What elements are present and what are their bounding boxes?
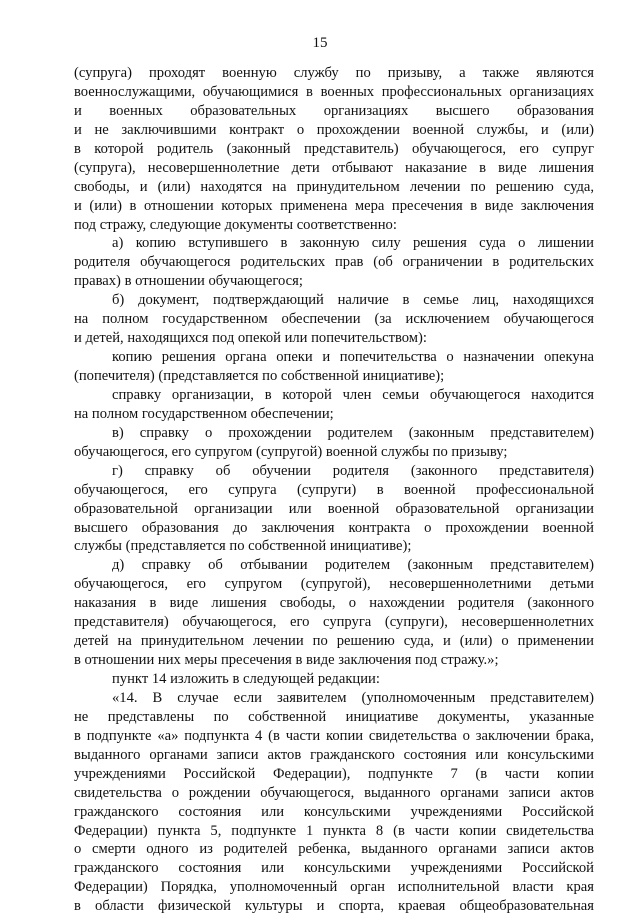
text-line: свидетельства о рождении обучающегося, выданного органами записи актов [74, 784, 594, 801]
text-line: правах) в отношении обучающегося; [74, 273, 303, 290]
text-line: на полном государственном обеспечении (за исключением обучающегося [74, 311, 594, 328]
text-line: (попечителя) (представляется по собственной инициативе); [74, 368, 445, 384]
text-line: гражданского состояния или консульскими учреждениями Российской [74, 803, 594, 820]
text-line: г) справку об обучении родителя (законного представителя) [112, 462, 594, 479]
text-line: (супруга), несовершеннолетние дети отбывают наказание в виде лишения [74, 159, 594, 176]
text-line: а) копию вступившего в законную силу решения суда о лишении [112, 235, 594, 252]
text-line: и не заключившими контракт о прохождении военной службы, и (или) [74, 121, 594, 138]
text-line: учреждениями Российской Федерации), подпункте 7 (в части копии [74, 765, 594, 782]
text-line: военнослужащими, обучающимися в военных профессиональных организациях [74, 83, 594, 100]
text-line: в которой родитель (законный представитель) обучающегося, его супруг [74, 140, 594, 157]
text-line: под стражу, следующие документы соответственно: [74, 216, 397, 233]
text-line: Федерации) Порядка, уполномоченный орган исполнительной власти края [74, 879, 594, 896]
page-number: 15 [312, 35, 328, 51]
text-line: обучающегося, его супругом (супругой), несовершеннолетними детьми [74, 576, 594, 593]
text-line: свободы, и (или) находятся на принудительном лечении по решению суда, [74, 178, 594, 195]
text-line: в) справку о прохождении родителем (законным представителем) [112, 424, 594, 441]
text-line: справку организации, в которой член семьи обучающегося находится [112, 386, 594, 403]
text-line: «14. В случае если заявителем (уполномоченным представителем) [112, 689, 594, 706]
text-line: наказания в виде лишения свободы, о нахождении родителя (законного [74, 595, 594, 612]
text-line: о смерти одного из родителей ребенка, выданного органами записи актов [74, 841, 594, 858]
text-line: копию решения органа опеки и попечительства о назначении опекуна [112, 349, 594, 366]
text-line: детей на принудительном лечении по решению суда, и (или) о применении [74, 633, 594, 650]
text-line: в области физической культуры и спорта, краевая общеобразовательная [74, 898, 594, 915]
text-line: на полном государственном обеспечении; [74, 405, 334, 422]
text-line: и военных образовательных организациях высшего образования [74, 102, 594, 119]
text-line: службы (представляется по собственной инициативе); [74, 538, 412, 555]
text-line: в отношении них меры пресечения в виде заключения под стражу.»; [74, 652, 499, 669]
text-line: и детей, находящихся под опекой или попечительством): [74, 330, 427, 347]
text-line: не представлены по собственной инициативе документы, указанные [74, 708, 594, 725]
text-line: д) справку об отбывании родителем (законным представителем) [112, 557, 594, 574]
document-body-text [74, 64, 594, 916]
text-line: пункт 14 изложить в следующей редакции: [112, 671, 380, 687]
text-line: родителя обучающегося родительских прав (об ограничении в родительских [74, 254, 594, 271]
text-line: Федерации) пункта 5, подпункте 1 пункта 8 (в части копии свидетельства [74, 822, 594, 839]
text-line: и (или) в отношении которых применена мера пресечения в виде заключения [74, 197, 594, 214]
text-line: высшего образования до заключения контракта о прохождении военной [74, 519, 594, 536]
text-line: обучающегося, его супруга (супруги) в военной профессиональной [74, 481, 594, 498]
text-line: представителя) обучающегося, его супруга (супруги), несовершеннолетних [74, 614, 594, 631]
text-line: гражданского состояния или консульскими учреждениями Российской [74, 860, 594, 877]
text-line: обучающегося, его супругом (супругой) военной службы по призыву; [74, 443, 508, 460]
text-line: в подпункте «а» подпункта 4 (в части копии свидетельства о заключении брака, [74, 727, 594, 744]
text-line: образовательной организации или военной образовательной организации [74, 500, 594, 517]
text-line: (супруга) проходят военную службу по призыву, а также являются [74, 65, 594, 81]
text-line: выданного органами записи актов гражданского состояния или консульскими [74, 746, 594, 763]
text-line: б) документ, подтверждающий наличие в семье лиц, находящихся [112, 292, 594, 309]
